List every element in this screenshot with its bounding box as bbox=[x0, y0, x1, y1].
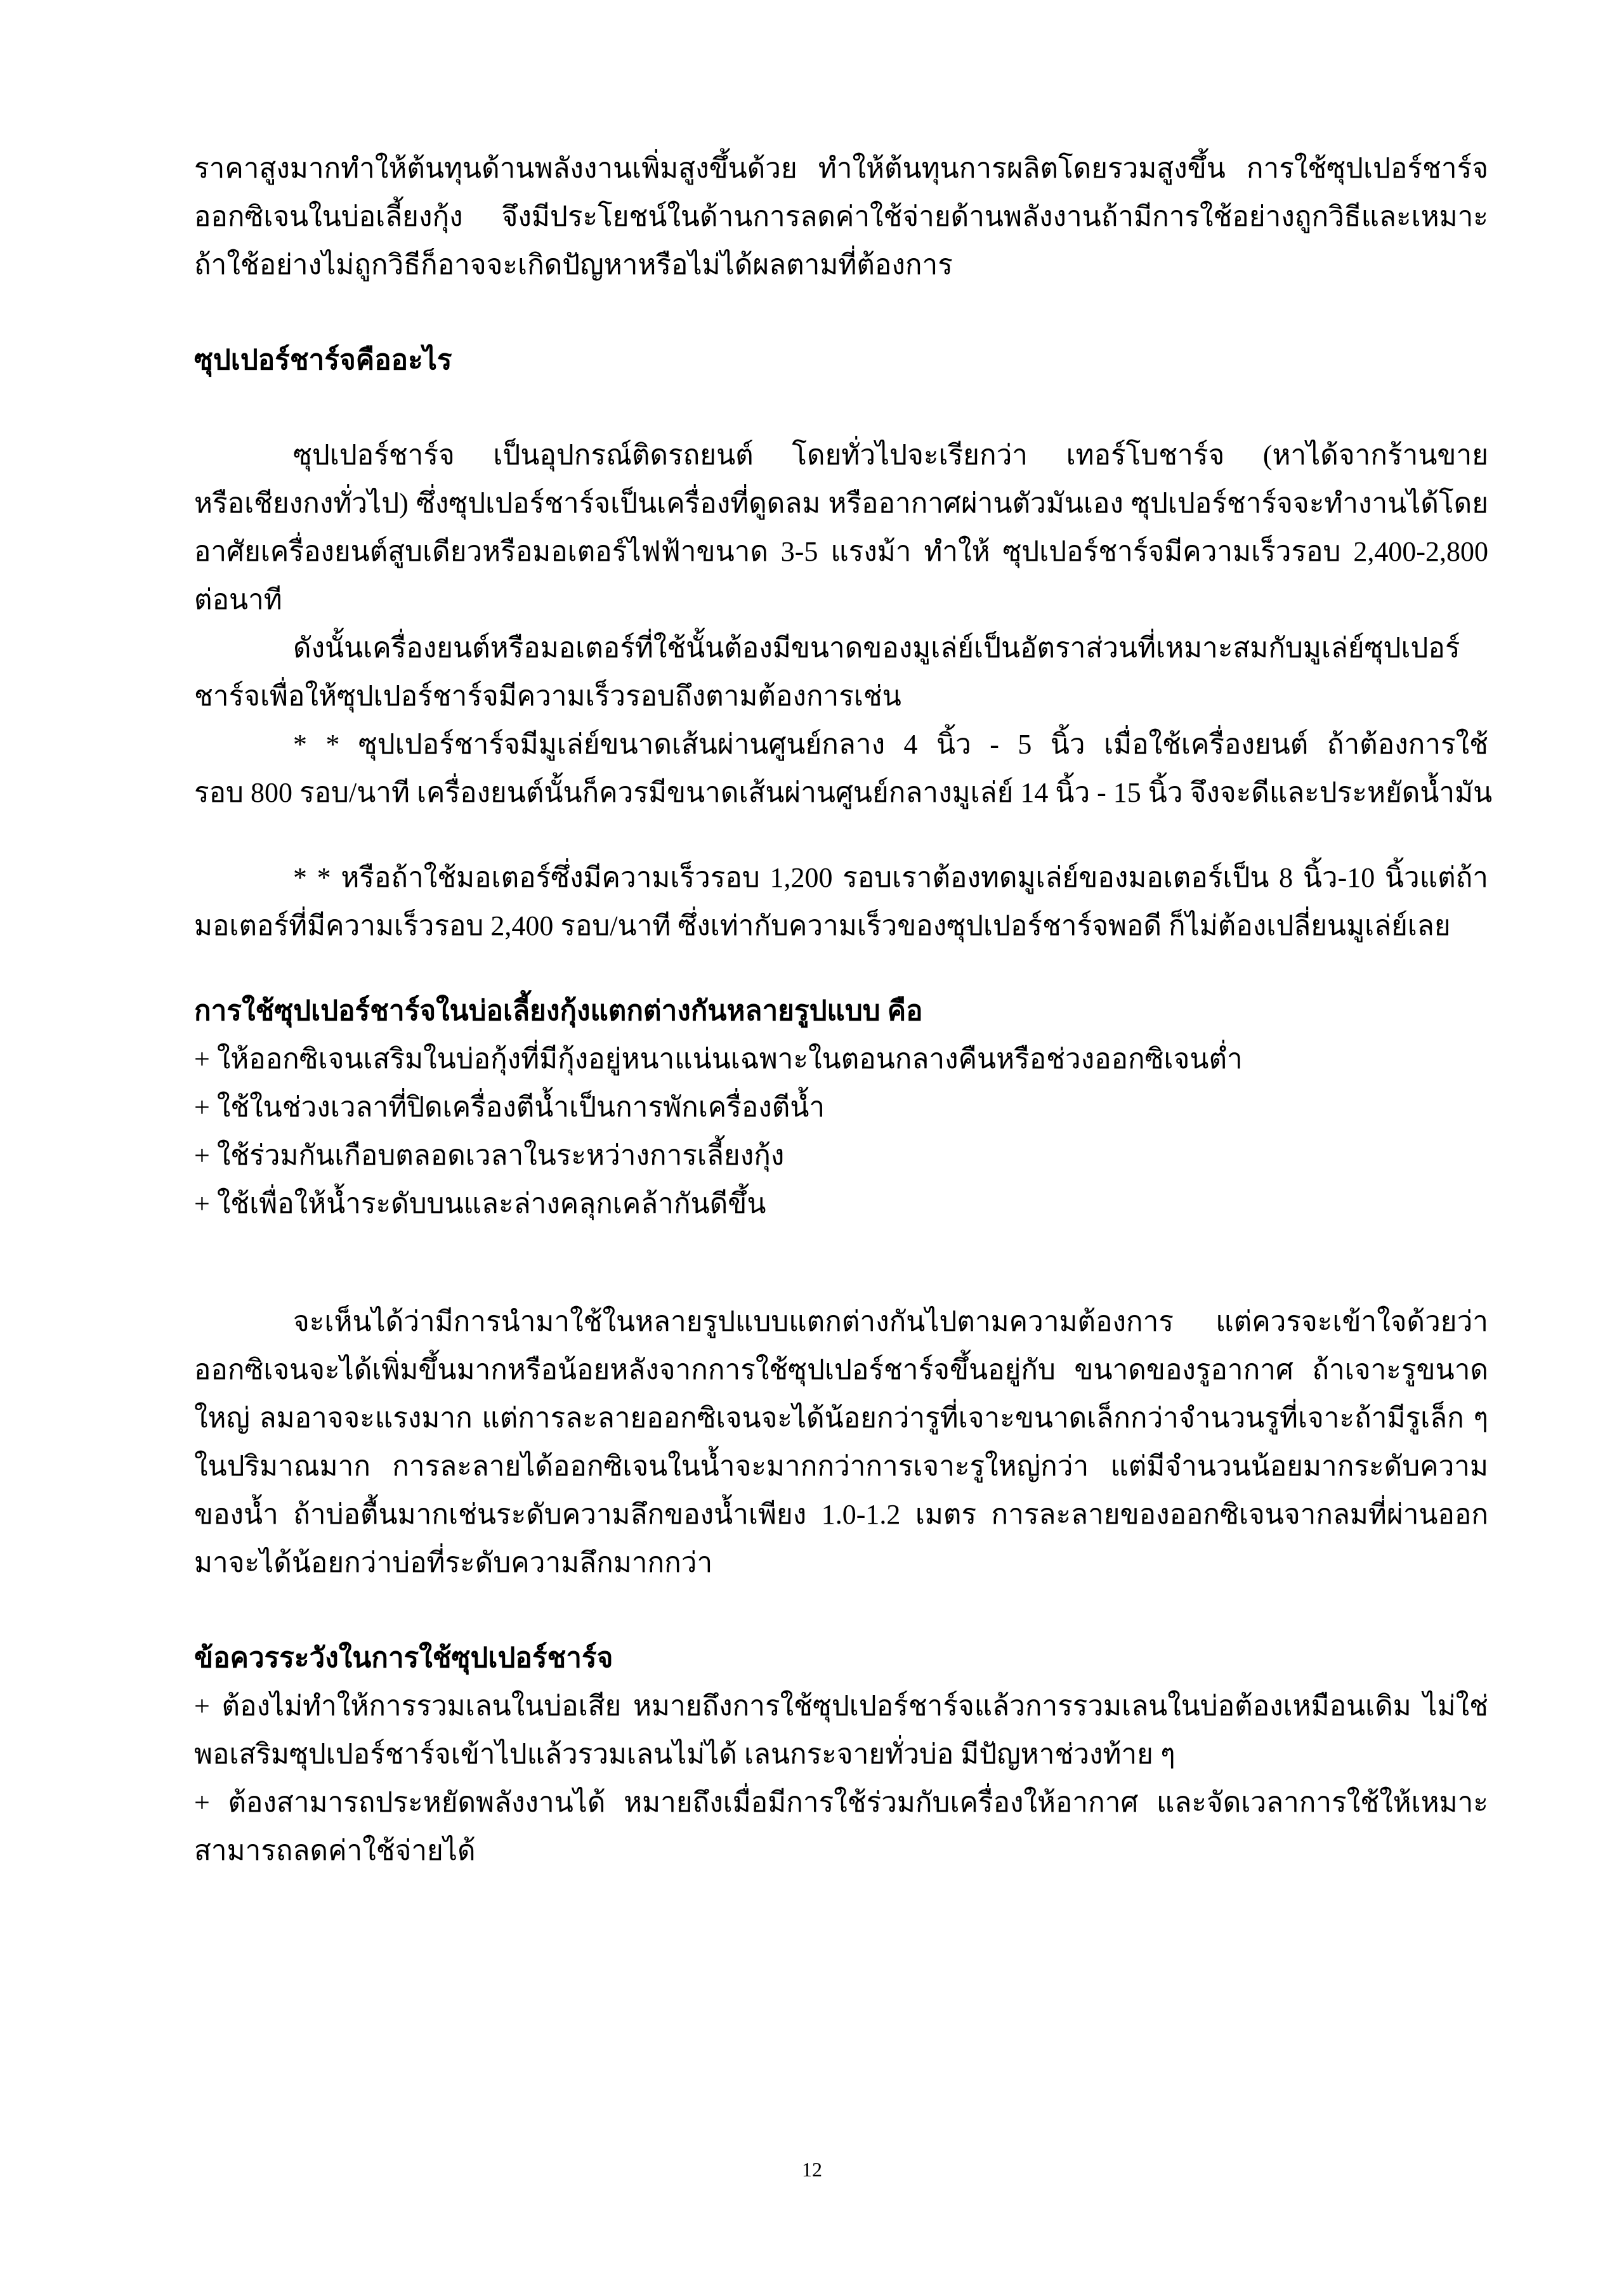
section-heading: ข้อควรระวังในการใช้ซุปเปอร์ชาร์จ bbox=[194, 1642, 613, 1673]
list-item: + ใช้ในช่วงเวลาที่ปิดเครื่องตีน้ำเป็นการพักเครื่องตีน้ำ bbox=[194, 1092, 825, 1123]
caution-item-2 bbox=[194, 1779, 1488, 1875]
text-line: ซุปเปอร์ชาร์จ เป็นอุปกรณ์ติดรถยนต์ โดยทั่วไปจะเรียกว่า เทอร์โบชาร์จ (หาได้จากร้านขาย bbox=[293, 440, 1488, 471]
caution-item-1 bbox=[194, 1682, 1488, 1779]
text-line: * * หรือถ้าใช้มอเตอร์ซึ่งมีความเร็วรอบ 1,200 รอบเราต้องทดมูเล่ย์ของมอเตอร์เป็น 8 นิ้ว-10 นิ้วแต่ถ้า bbox=[293, 862, 1488, 893]
page-content bbox=[194, 145, 1493, 1875]
text-line: ใหญ่ ลมอาจจะแรงมาก แต่การละลายออกซิเจนจะได้น้อยกว่ารูที่เจาะขนาดเล็กกว่าจำนวนรูที่เจาะถ้ามีรูเล็ก ๆ bbox=[194, 1403, 1488, 1434]
text-line: ต่อนาที bbox=[194, 584, 282, 615]
text-line: ชาร์จเพื่อให้ซุปเปอร์ชาร์จมีความเร็วรอบถึงตามต้องการเช่น bbox=[194, 681, 901, 712]
list-item: + ใช้เพื่อให้น้ำระดับบนและล่างคลุกเคล้ากันดีขึ้น bbox=[194, 1188, 766, 1219]
text-line: ดังนั้นเครื่องยนต์หรือมอเตอร์ที่ใช้นั้นต้องมีขนาดของมูเล่ย์เป็นอัตราส่วนที่เหมาะสมกับมูเล่ย์ซุปเปอร์ bbox=[293, 632, 1460, 664]
text-line: ราคาสูงมากทำให้ต้นทุนด้านพลังงานเพิ่มสูงขึ้นด้วย ทำให้ต้นทุนการผลิตโดยรวมสูงขึ้น การใช้ซุปเปอร์ชาร์จ bbox=[194, 153, 1488, 184]
text-line: ในปริมาณมาก การละลายได้ออกซิเจนในน้ำจะมากกว่าการเจาะรูใหญ่กว่า แต่มีจำนวนน้อยมากระดับความ bbox=[194, 1451, 1488, 1482]
text-line: สามารถลดค่าใช้จ่ายได้ bbox=[194, 1835, 476, 1866]
section2-paragraph bbox=[194, 1298, 1488, 1587]
section1-paragraph-4 bbox=[194, 854, 1488, 950]
section1-paragraph-2 bbox=[194, 624, 1488, 721]
section1-paragraph-1 bbox=[194, 431, 1488, 624]
text-line: จะเห็นได้ว่ามีการนำมาใช้ในหลายรูปแบบแตกต่างกันไปตามความต้องการ แต่ควรจะเข้าใจด้วยว่า bbox=[293, 1306, 1488, 1337]
text-line: + ต้องสามารถประหยัดพลังงานได้ หมายถึงเมื่อมีการใช้ร่วมกับเครื่องให้อากาศ และจัดเวลาการใช้ให้เหมาะ bbox=[194, 1787, 1488, 1818]
text-line: ของน้ำ ถ้าบ่อตื้นมากเช่นระดับความลึกของน้ำเพียง 1.0-1.2 เมตร การละลายของออกซิเจนจากลมที่ผ่านออก bbox=[194, 1499, 1488, 1530]
intro-paragraph bbox=[194, 145, 1488, 289]
text-line: มาจะได้น้อยกว่าบ่อที่ระดับความลึกมากกว่า bbox=[194, 1547, 713, 1578]
text-line: พอเสริมซุปเปอร์ชาร์จเข้าไปแล้วรวมเลนไม่ได้ เลนกระจายทั่วบ่อ มีปัญหาช่วงท้าย ๆ bbox=[194, 1739, 1175, 1770]
section-heading: การใช้ซุปเปอร์ชาร์จในบ่อเลี้ยงกุ้งแตกต่างกันหลายรูปแบบ คือ bbox=[194, 995, 923, 1026]
text-line: + ต้องไม่ทำให้การรวมเลนในบ่อเสีย หมายถึงการใช้ซุปเปอร์ชาร์จแล้วการรวมเลนในบ่อต้องเหมือนเดิม ไม่ใช่ bbox=[194, 1690, 1488, 1722]
page-number: 12 bbox=[802, 2158, 822, 2181]
section1-paragraph-3 bbox=[194, 721, 1493, 817]
text-line: * * ซุปเปอร์ชาร์จมีมูเล่ย์ขนาดเส้นผ่านศูนย์กลาง 4 นิ้ว - 5 นิ้ว เมื่อใช้เครื่องยนต์ ถ้าต้องการใช้ bbox=[293, 729, 1488, 760]
list-item: + ใช้ร่วมกันเกือบตลอดเวลาในระหว่างการเลี้ยงกุ้ง bbox=[194, 1140, 785, 1171]
text-line: หรือเชียงกงทั่วไป) ซึ่งซุปเปอร์ชาร์จเป็นเครื่องที่ดูดลม หรืออากาศผ่านตัวมันเอง ซุปเปอร์ชาร์จจะทำงานได้โดย bbox=[194, 488, 1488, 519]
text-line: รอบ 800 รอบ/นาที เครื่องยนต์นั้นก็ควรมีขนาดเส้นผ่านศูนย์กลางมูเล่ย์ 14 นิ้ว - 15 นิ้ว จึงจะดีและประหยัดน้ำมัน bbox=[194, 777, 1493, 808]
text-line: อาศัยเครื่องยนต์สูบเดียวหรือมอเตอร์ไฟฟ้าขนาด 3-5 แรงม้า ทำให้ ซุปเปอร์ชาร์จมีความเร็วรอบ 2,400-2,800 bbox=[194, 536, 1488, 567]
usage-list bbox=[194, 1035, 1488, 1228]
text-line: ออกซิเจนในบ่อเลี้ยงกุ้ง จึงมีประโยชน์ในด้านการลดค่าใช้จ่ายด้านพลังงานถ้ามีการใช้อย่างถูกวิธีและเหมาะ bbox=[194, 201, 1488, 232]
text-line: มอเตอร์ที่มีความเร็วรอบ 2,400 รอบ/นาที ซึ่งเท่ากับความเร็วของซุปเปอร์ชาร์จพอดี ก็ไม่ต้องเปลี่ยนมูเล่ย์เลย bbox=[194, 910, 1451, 941]
list-item: + ให้ออกซิเจนเสริมในบ่อกุ้งที่มีกุ้งอยู่หนาแน่นเฉพาะในตอนกลางคืนหรือช่วงออกซิเจนต่ำ bbox=[194, 1043, 1243, 1075]
section-heading: ซุปเปอร์ชาร์จคืออะไร bbox=[194, 344, 452, 376]
text-line: ออกซิเจนจะได้เพิ่มขึ้นมากหรือน้อยหลังจากการใช้ซุปเปอร์ชาร์จขึ้นอยู่กับ ขนาดของรูอากาศ ถ้าเจาะรูขนาด bbox=[194, 1354, 1488, 1385]
text-line: ถ้าใช้อย่างไม่ถูกวิธีก็อาจจะเกิดปัญหาหรือไม่ได้ผลตามที่ต้องการ bbox=[194, 249, 953, 280]
